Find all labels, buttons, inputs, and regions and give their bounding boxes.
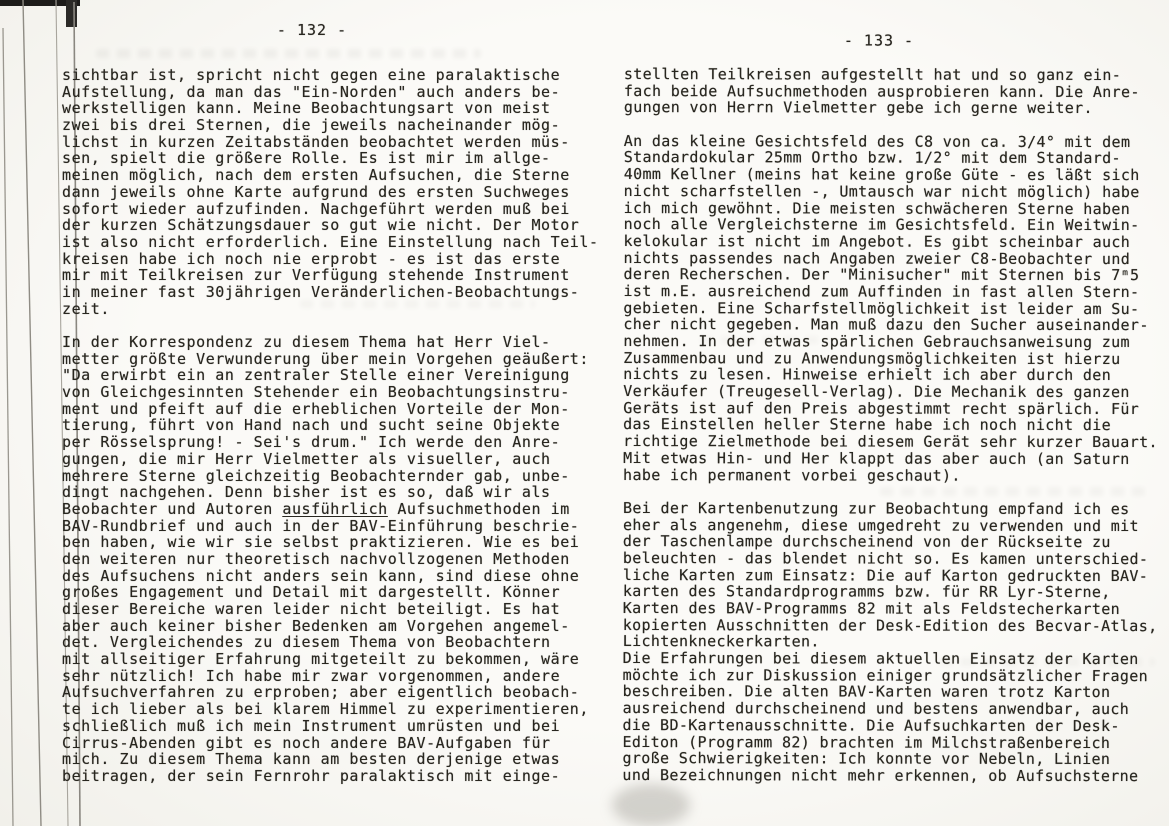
- text-line: beschreiben. Die alten BAV-Karten waren trotz Karton: [622, 682, 1111, 702]
- page-132: [62, 21, 599, 785]
- text-line: große Schwierigkeiten: Ich konnte vor Nebeln, Linien: [622, 749, 1111, 769]
- text-line: mit allseitiger Erfahrung mitgeteilt zu bekommen, wäre: [62, 650, 580, 669]
- text-line: eher als angenehm, diese umgedreht zu verwenden und mit: [622, 515, 1139, 535]
- page-number: - 132 -: [276, 21, 348, 39]
- text-line: kreisen habe ich noch nie erprobt - es ist das erste: [62, 249, 561, 268]
- text-line: In der Korrespondenz zu diesem Thema hat Herr Viel-: [62, 333, 551, 351]
- text-line: cher nicht gegeben. Man muß dazu den Sucher auseinander-: [623, 315, 1149, 335]
- text-line: per Rösselsprung! - Sei's drum." Ich werde den Anre-: [62, 433, 561, 452]
- text-line: zeit.: [62, 299, 110, 318]
- text-line: tierung, führt von Hand nach und sucht seine Objekte: [62, 416, 561, 435]
- page-133: [622, 32, 1169, 785]
- text-line: Lichtenkneckerkarten.: [622, 632, 820, 651]
- text-line: meinen möglich, nach dem ersten Aufsuchen, die Sterne: [62, 166, 570, 185]
- text-line: und Bezeichnungen nicht mehr erkennen, ob Aufsuchsterne: [622, 765, 1139, 785]
- text-line: werkstelligen kann. Meine Beobachtungsart von meist: [62, 99, 551, 118]
- text-line: die BD-Kartenausschnitte. Die Aufsuchkarten der Desk-: [622, 715, 1120, 735]
- text-line: ben haben, wie wir sie selbst praktizieren. Wie es bei: [62, 533, 580, 552]
- text-line: sichtbar ist, spricht nicht gegen eine paralaktische: [62, 66, 561, 84]
- text-line: aber auch keiner bisher Bedenken am Vorgehen angemel-: [62, 616, 570, 635]
- text-line: nehmen. In der etwas spärlichen Gebrauchsanweisung zum: [623, 331, 1130, 352]
- text-line: deren Recherschen. Der "Minisucher" mit Sternen bis 7ᵐ5: [623, 265, 1140, 285]
- text-line: ausreichend durchscheinend und bestens anwendbar, auch: [622, 699, 1130, 719]
- text-line: te ich lieber als bei klarem Himmel zu experimentieren,: [62, 700, 589, 719]
- text-line: Zusammenbau und zu Anwendungsmöglichkeiten ist hierzu: [623, 348, 1121, 368]
- text-line: Mit etwas Hin- und Her klappt das aber auch (an Saturn: [623, 448, 1130, 468]
- text-line: sofort wieder aufzufinden. Nachgeführt werden muß bei: [62, 199, 570, 218]
- page-133-text: [622, 66, 1169, 785]
- text-line: der kurzen Schätzungsdauer so gut wie nicht. Der Motor: [62, 216, 580, 235]
- text-line: sehr nützlich! Ich habe mir zwar vorgenommen, andere: [62, 666, 561, 685]
- text-line: Beobachter und Autoren ausführlich Aufsuchmethoden im: [62, 499, 570, 518]
- scan-artifact: [612, 784, 690, 826]
- text-line: dieser Bereiche waren leider nicht beteiligt. Es hat: [62, 600, 561, 618]
- text-line: des Aufsuchens nicht anders sein kann, sind diese ohne: [62, 566, 580, 585]
- text-line: beitragen, der sein Fernrohr paralaktisch mit einge-: [62, 766, 561, 785]
- text-line: Aufstellung, da man das "Ein-Norden" auch anders be-: [62, 82, 561, 101]
- text-line: mir mit Teilkreisen zur Verfügung stehende Instrument: [62, 266, 570, 285]
- text-line: ich mich gewöhnt. Die meisten schwächeren Sterne haben: [623, 198, 1131, 218]
- text-line: mich. Zu diesem Thema kann am besten derjenige etwas: [62, 750, 561, 769]
- text-line: dingt nachgehen. Denn bisher ist es so, daß wir als: [62, 483, 551, 502]
- text-line: gungen von Herrn Vielmetter gebe ich gerne weiter.: [623, 98, 1093, 118]
- text-line: in meiner fast 30jährigen Veränderlichen-Beobachtungs-: [62, 282, 580, 301]
- text-line: das Einstellen heller Sterne habe ich noch nicht die: [623, 415, 1112, 435]
- text-line: Bei der Kartenbenutzung zur Beobachtung empfand ich es: [622, 498, 1130, 518]
- text-line: den weiteren nur theoretisch nachvollzogenen Methoden: [62, 549, 570, 568]
- text-line: großes Engagement und Detail mit dargestellt. Könner: [62, 583, 561, 602]
- text-line: Cirrus-Abenden gibt es noch andere BAV-Aufgaben für: [62, 733, 551, 752]
- page-number: - 133 -: [843, 31, 915, 50]
- text-line: Geräts ist auf den Preis abgestimmt recht spärlich. Für: [623, 398, 1140, 418]
- text-line: ist also nicht erforderlich. Eine Einstellung nach Teil-: [62, 232, 599, 251]
- text-line: An das kleine Gesichtsfeld des C8 von ca. 3/4° mit dem: [623, 131, 1131, 151]
- text-line: Aufsuchverfahren zu erproben; aber eigentlich beobach-: [62, 683, 580, 702]
- text-line: Standardokular 25mm Ortho bzw. 1/2° mit dem Standard-: [623, 148, 1121, 168]
- text-line: fach beide Aufsuchmethoden ausprobieren kann. Die Anre-: [623, 81, 1140, 101]
- blank-line: [62, 317, 592, 334]
- text-line: BAV-Rundbrief und auch in der BAV-Einführung beschrie-: [62, 516, 580, 535]
- text-line: habe ich permanent vorbei geschaut).: [623, 465, 961, 485]
- text-line: Verkäufer (Treugesell-Verlag). Die Mechanik des ganzen: [623, 382, 1130, 402]
- text-line: Karten des BAV-Programms 82 mit als Feldstecherkarten: [622, 598, 1120, 619]
- text-line: metter größte Verwunderung über mein Vorgehen geäußert:: [62, 349, 589, 368]
- text-line: kelokular ist nicht im Angebot. Es gibt scheinbar auch: [623, 231, 1131, 251]
- text-line: richtige Zielmethode bei diesem Gerät sehr kurzer Bauart.: [623, 432, 1158, 452]
- text-line: liche Karten zum Einsatz: Die auf Karton gedruckten BAV-: [622, 565, 1149, 585]
- text-line: Die Erfahrungen bei diesem aktuellen Einsatz der Karten: [622, 649, 1139, 669]
- text-line: stellten Teilkreisen aufgestellt hat und so ganz ein-: [623, 64, 1122, 85]
- text-line: ist m.E. ausreichend zum Auffinden in fast allen Stern-: [623, 281, 1140, 302]
- text-line: Editon (Programm 82) brachten im Milchstraßenbereich: [622, 732, 1111, 752]
- text-line: zwei bis drei Sternen, die jeweils nacheinander mög-: [62, 116, 561, 135]
- page-132-text: [62, 66, 599, 785]
- text-line: mehrere Sterne gleichzeitig Beobachternder gab, unbe-: [62, 466, 570, 485]
- text-line: karten des Standardprogramms bzw. für RR Lyr-Sterne,: [622, 582, 1111, 602]
- text-line: nichts passendes nach Angaben zweier C8-Beobachter und: [623, 248, 1131, 268]
- text-line: beleuchten - das blendet nicht so. Es kamen unterschied-: [622, 548, 1149, 569]
- text-line: gungen, die mir Herr Vielmetter als visueller, auch: [62, 449, 551, 468]
- text-line: nichts zu lesen. Hinweise erhielt ich aber durch den: [623, 365, 1112, 385]
- text-line: det. Vergleichendes zu diesem Thema von Beobachtern: [62, 633, 551, 652]
- text-line: "Da erwirbt ein an zentraler Stelle einer Vereinigung: [62, 366, 570, 385]
- text-line: gebieten. Eine Scharfstellmöglichkeit ist leider am Su-: [623, 298, 1140, 318]
- text-line: schließlich muß ich mein Instrument umrüsten und bei: [62, 716, 561, 735]
- text-line: kopierten Ausschnitten der Desk-Edition des Becvar-Atlas,: [622, 615, 1158, 635]
- text-line: dann jeweils ohne Karte aufgrund des ersten Suchweges: [62, 182, 570, 201]
- text-line: noch alle Vergleichsterne im Gesichtsfeld. Ein Weitwin-: [623, 215, 1140, 235]
- text-line: 40mm Kellner (meins hat keine große Güte - es läßt sich: [623, 165, 1140, 185]
- text-line: lichst in kurzen Zeitabständen beobachtet werden müs-: [62, 132, 570, 151]
- text-line: sen, spielt die größere Rolle. Es ist mir im allge-: [62, 149, 551, 168]
- text-line: von Gleichgesinnten Stehender ein Beobachtungsinstru-: [62, 383, 570, 402]
- text-line: nicht scharfstellen -, Umtausch war nicht möglich) habe: [623, 181, 1140, 201]
- text-line: ment und pfeift auf die erheblichen Vorteile der Mon-: [62, 399, 570, 418]
- text-line: der Taschenlampe durchscheinend von der Rückseite zu: [622, 532, 1111, 552]
- text-line: möchte ich zur Diskussion einiger grundsätzlicher Fragen: [622, 665, 1148, 685]
